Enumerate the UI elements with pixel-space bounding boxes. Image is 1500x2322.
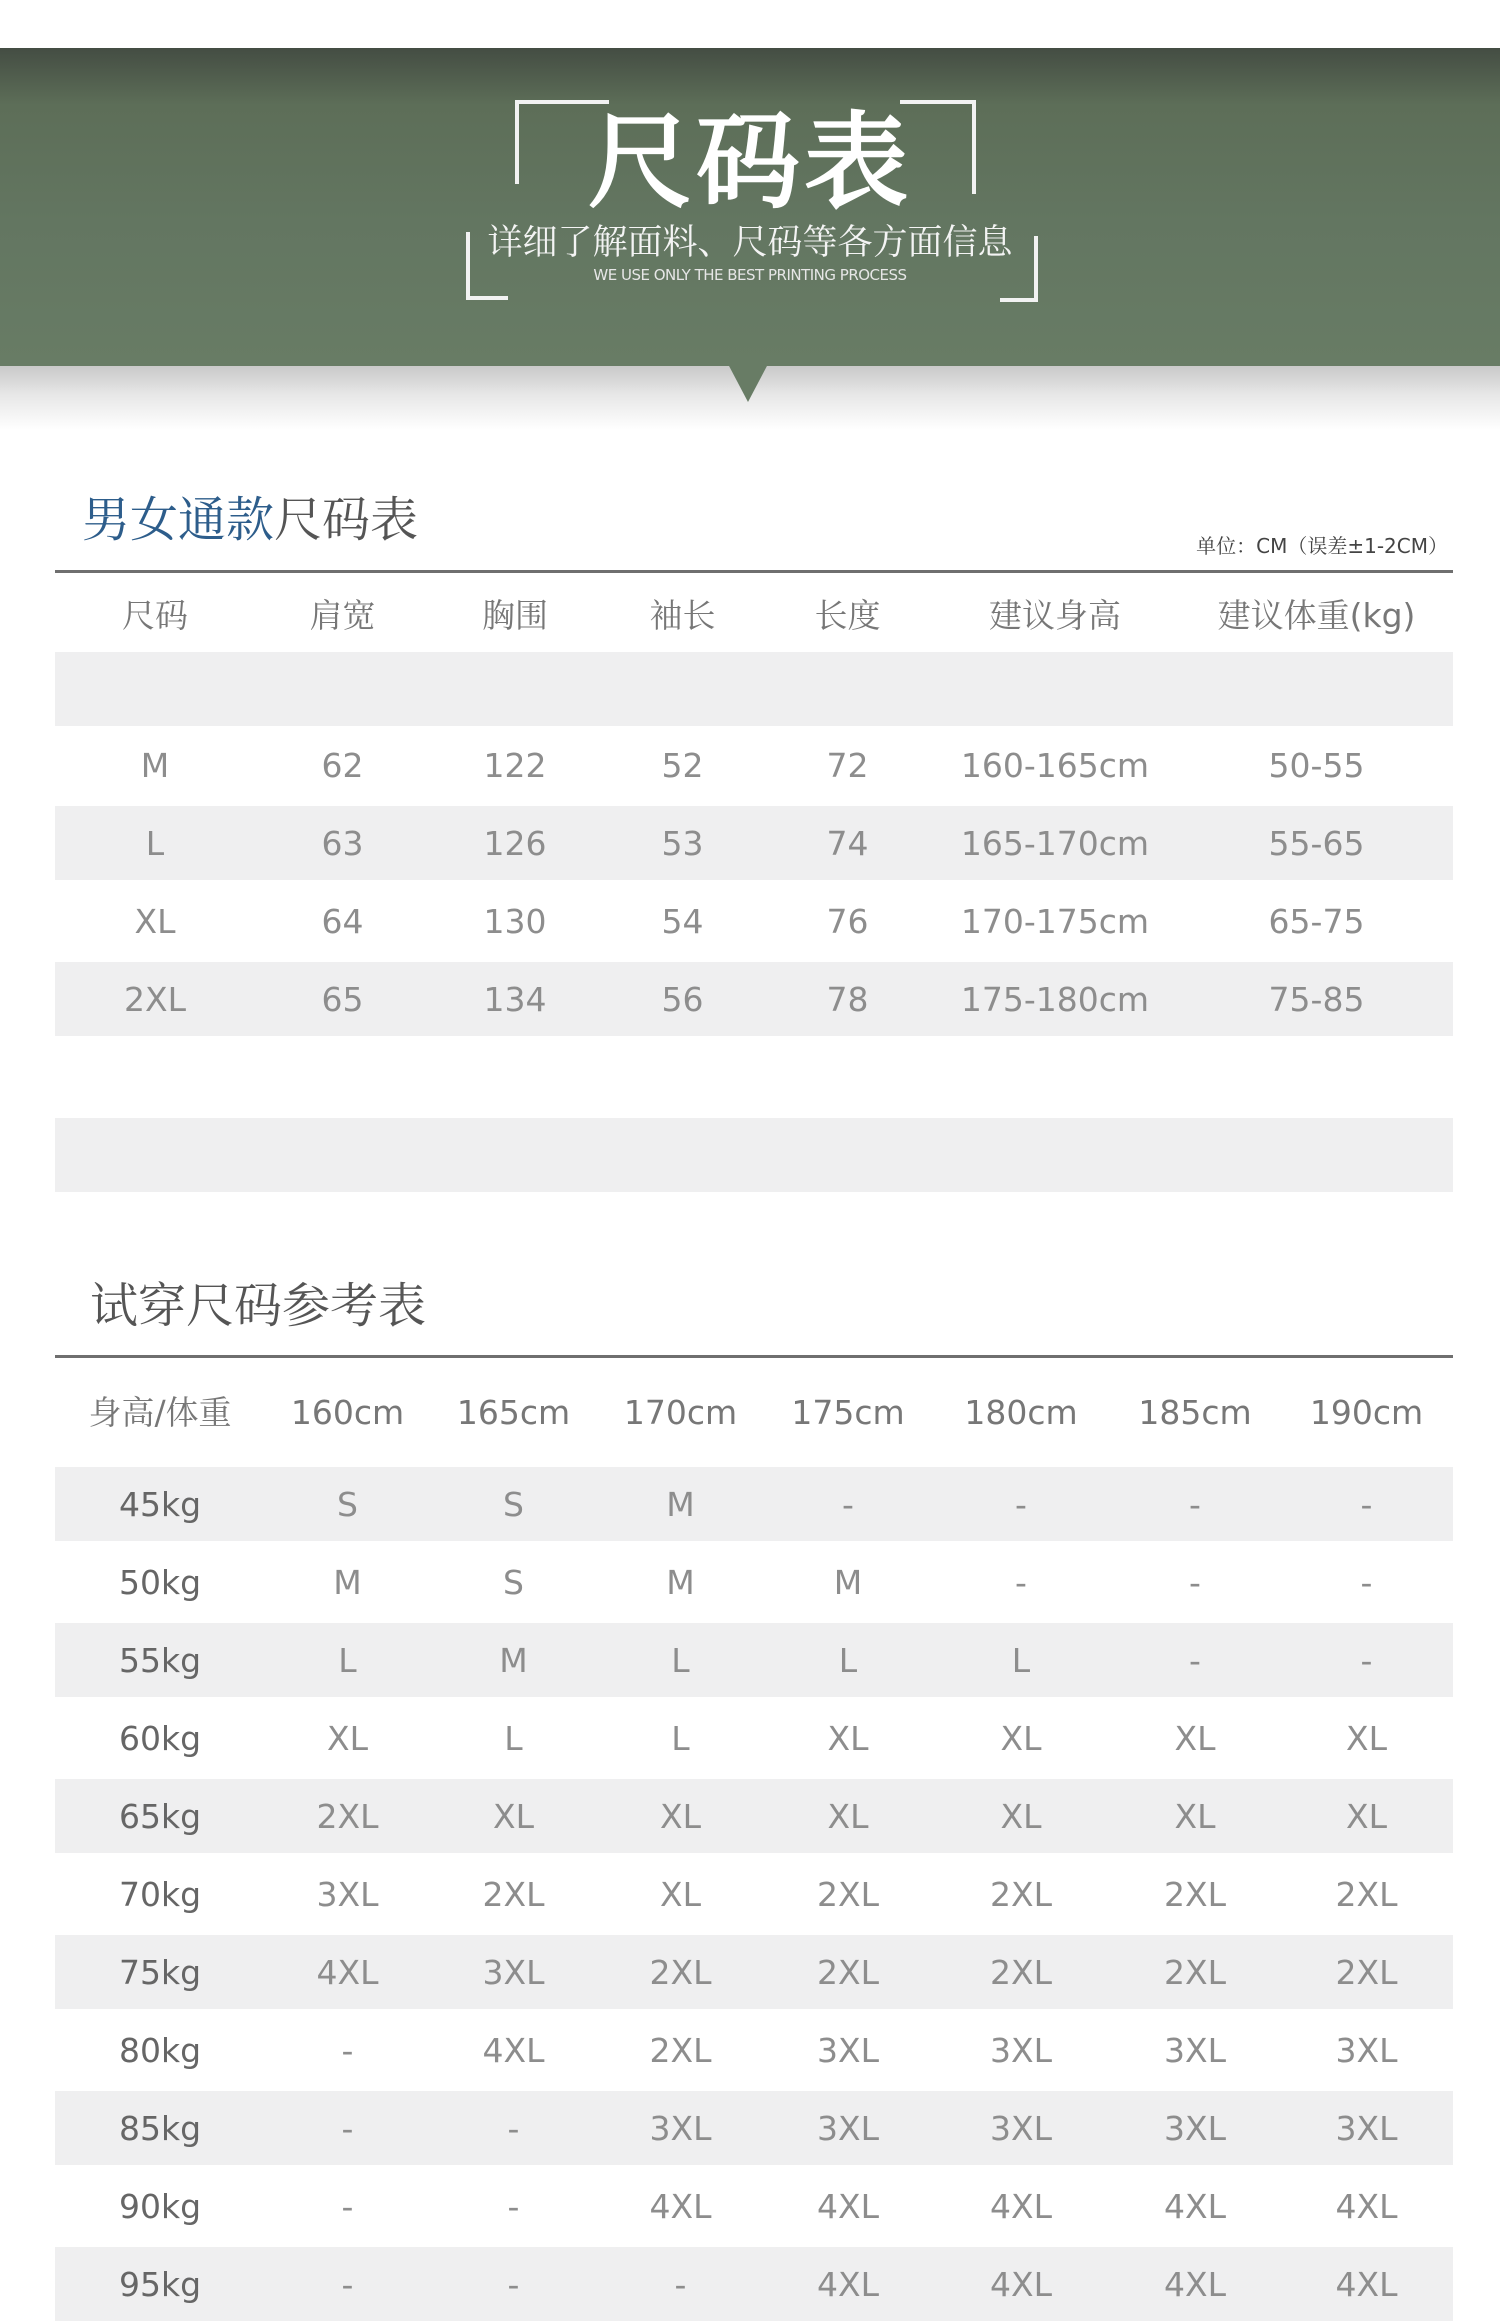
table-cell: M — [333, 1562, 362, 1602]
table-cell: 54 — [661, 901, 704, 941]
table-row — [55, 1467, 1453, 1541]
banner-title: 尺码表 — [587, 101, 912, 223]
weight-label: 70kg — [118, 1874, 202, 1914]
table-cell: 126 — [483, 823, 547, 863]
table-cell: 2XL — [990, 1952, 1052, 1992]
column-header: 175cm — [791, 1392, 905, 1432]
fit-chart-divider — [55, 1355, 1453, 1358]
table-cell: 3XL — [1335, 2108, 1398, 2148]
column-header: 180cm — [964, 1392, 1078, 1432]
table-cell: XL — [827, 1796, 869, 1836]
size-label: XL — [134, 901, 176, 941]
size-chart-header-row — [55, 578, 1453, 652]
weight-label: 50kg — [118, 1562, 202, 1602]
fit-chart-title: 试穿尺码参考表 — [90, 1278, 427, 1334]
table-cell: 2XL — [649, 2030, 712, 2070]
column-header: 胸围 — [482, 595, 548, 635]
table-cell: - — [341, 2030, 354, 2070]
table-row — [55, 728, 1453, 802]
table-cell: XL — [660, 1796, 701, 1836]
table-cell: 4XL — [1164, 2186, 1226, 2226]
table-cell: 2XL — [1164, 1952, 1226, 1992]
table-cell: XL — [660, 1874, 701, 1914]
table-cell: 76 — [826, 901, 869, 941]
weight-label: 95kg — [118, 2264, 202, 2304]
table-cell: M — [666, 1562, 695, 1602]
table-cell: - — [507, 2186, 520, 2226]
table-row — [55, 2169, 1453, 2243]
table-cell: 4XL — [817, 2186, 879, 2226]
table-cell: XL — [1174, 1718, 1216, 1758]
table-cell: 2XL — [990, 1874, 1052, 1914]
size-chart-title-rest: 尺码表 — [274, 492, 419, 548]
column-header: 185cm — [1138, 1392, 1252, 1432]
table-cell: 3XL — [649, 2108, 712, 2148]
table-cell: 52 — [661, 745, 704, 785]
column-header: 肩宽 — [309, 595, 376, 635]
table-cell: - — [1360, 1562, 1373, 1602]
size-chart-title — [82, 492, 419, 548]
table-cell: 2XL — [316, 1796, 379, 1836]
table-cell: 4XL — [1164, 2264, 1226, 2304]
table-cell: 4XL — [817, 2264, 879, 2304]
table-cell: 122 — [483, 745, 547, 785]
table-cell: - — [1015, 1562, 1027, 1602]
column-header: 170cm — [623, 1392, 738, 1432]
table-cell: 2XL — [649, 1952, 712, 1992]
table-cell: 65-75 — [1268, 901, 1365, 941]
table-cell: 3XL — [817, 2030, 879, 2070]
table-cell: 3XL — [990, 2030, 1052, 2070]
size-chart-spacer-row — [55, 652, 1453, 726]
weight-label: 80kg — [118, 2030, 202, 2070]
table-cell: 50-55 — [1268, 745, 1365, 785]
weight-label: 60kg — [118, 1718, 202, 1758]
table-cell: 2XL — [817, 1952, 879, 1992]
table-cell: - — [1189, 1640, 1201, 1680]
table-row — [55, 1935, 1453, 2009]
table-cell: 3XL — [1335, 2030, 1398, 2070]
table-cell: 65 — [321, 979, 364, 1019]
table-cell: 78 — [826, 979, 869, 1019]
table-row — [55, 2013, 1453, 2087]
table-cell: 56 — [661, 979, 704, 1019]
table-cell: - — [1015, 1484, 1027, 1524]
table-cell: 3XL — [1164, 2030, 1226, 2070]
column-header: 160cm — [290, 1392, 405, 1432]
table-cell: L — [671, 1718, 690, 1758]
table-cell: - — [341, 2108, 354, 2148]
table-cell: 63 — [321, 823, 364, 863]
weight-label: 45kg — [118, 1484, 202, 1524]
size-label: 2XL — [124, 979, 186, 1019]
unit-note: 单位：CM（误差±1-2CM） — [1196, 534, 1448, 558]
column-header: 建议体重(kg) — [1217, 595, 1416, 635]
weight-label: 65kg — [118, 1796, 202, 1836]
table-cell: XL — [1000, 1718, 1042, 1758]
table-cell: XL — [1000, 1796, 1042, 1836]
column-header: 190cm — [1309, 1392, 1424, 1432]
table-cell: - — [507, 2108, 520, 2148]
table-cell: 55-65 — [1268, 823, 1365, 863]
table-row — [55, 806, 1453, 880]
table-cell: 62 — [321, 745, 364, 785]
table-cell: 4XL — [649, 2186, 712, 2226]
size-chart-spacer-row — [55, 1118, 1453, 1192]
table-cell: 3XL — [990, 2108, 1052, 2148]
banner-subtitle: 详细了解面料、尺码等各方面信息 — [487, 223, 1013, 263]
table-row — [55, 1623, 1453, 1697]
table-cell: 3XL — [1164, 2108, 1226, 2148]
table-cell: 72 — [826, 745, 869, 785]
table-cell: 3XL — [316, 1874, 379, 1914]
table-row — [55, 2247, 1453, 2321]
table-cell: 75-85 — [1268, 979, 1365, 1019]
table-cell: 4XL — [316, 1952, 379, 1992]
table-cell: 74 — [826, 823, 869, 863]
table-cell: L — [1011, 1640, 1031, 1680]
table-cell: - — [507, 2264, 520, 2304]
table-cell: 53 — [661, 823, 704, 863]
table-cell: 175-180cm — [960, 979, 1150, 1019]
table-cell: 130 — [483, 901, 547, 941]
banner-pointer-arrow — [728, 364, 768, 402]
table-row — [55, 1701, 1453, 1775]
table-cell: XL — [1346, 1718, 1387, 1758]
table-cell: 4XL — [482, 2030, 545, 2070]
table-cell: - — [674, 2264, 687, 2304]
table-cell: M — [499, 1640, 528, 1680]
table-row — [55, 962, 1453, 1036]
table-cell: XL — [827, 1718, 869, 1758]
table-cell: S — [503, 1484, 524, 1524]
table-row — [55, 2091, 1453, 2165]
table-cell: 4XL — [990, 2186, 1052, 2226]
table-cell: - — [341, 2186, 354, 2226]
table-cell: 134 — [483, 979, 547, 1019]
size-label: M — [140, 745, 170, 785]
weight-label: 85kg — [118, 2108, 202, 2148]
table-cell: M — [666, 1484, 695, 1524]
table-cell: 2XL — [482, 1874, 545, 1914]
table-cell: - — [1189, 1562, 1201, 1602]
table-cell: 64 — [321, 901, 364, 941]
table-cell: L — [838, 1640, 858, 1680]
table-cell: 2XL — [1164, 1874, 1226, 1914]
column-header: 165cm — [456, 1392, 571, 1432]
column-header: 身高/体重 — [88, 1392, 232, 1432]
table-cell: 2XL — [1335, 1874, 1398, 1914]
table-cell: XL — [1346, 1796, 1387, 1836]
table-cell: - — [1189, 1484, 1201, 1524]
table-cell: - — [1360, 1640, 1373, 1680]
table-cell: XL — [493, 1796, 534, 1836]
table-cell: L — [338, 1640, 357, 1680]
table-cell: 165-170cm — [960, 823, 1150, 863]
column-header: 长度 — [814, 595, 881, 635]
table-cell: S — [503, 1562, 524, 1602]
banner-subtitle-english: WE USE ONLY THE BEST PRINTING PROCESS — [593, 266, 907, 284]
size-chart-divider — [55, 570, 1453, 573]
table-cell: 4XL — [1335, 2186, 1398, 2226]
table-cell: 3XL — [817, 2108, 879, 2148]
table-cell: 160-165cm — [960, 745, 1150, 785]
table-row — [55, 1545, 1453, 1619]
table-cell: L — [504, 1718, 523, 1758]
table-cell: S — [337, 1484, 358, 1524]
weight-label: 75kg — [118, 1952, 202, 1992]
table-row — [55, 884, 1453, 958]
size-chart-title-highlight: 男女通款 — [82, 492, 275, 548]
table-cell: 2XL — [1335, 1952, 1398, 1992]
table-cell: XL — [1174, 1796, 1216, 1836]
weight-label: 55kg — [118, 1640, 202, 1680]
column-header: 袖长 — [649, 595, 716, 635]
table-cell: 4XL — [1335, 2264, 1398, 2304]
table-cell: 170-175cm — [960, 901, 1150, 941]
table-row — [55, 1779, 1453, 1853]
table-cell: L — [671, 1640, 690, 1680]
fit-chart-header-row — [55, 1375, 1453, 1449]
table-cell: - — [842, 1484, 854, 1524]
table-cell: 2XL — [817, 1874, 879, 1914]
table-cell: - — [341, 2264, 354, 2304]
column-header: 尺码 — [122, 595, 188, 635]
table-cell: XL — [327, 1718, 368, 1758]
size-label: L — [145, 823, 165, 863]
table-cell: - — [1360, 1484, 1373, 1524]
table-cell: 4XL — [990, 2264, 1052, 2304]
table-cell: 3XL — [482, 1952, 545, 1992]
weight-label: 90kg — [118, 2186, 202, 2226]
table-cell: M — [833, 1562, 863, 1602]
column-header: 建议身高 — [989, 595, 1121, 635]
table-row — [55, 1857, 1453, 1931]
